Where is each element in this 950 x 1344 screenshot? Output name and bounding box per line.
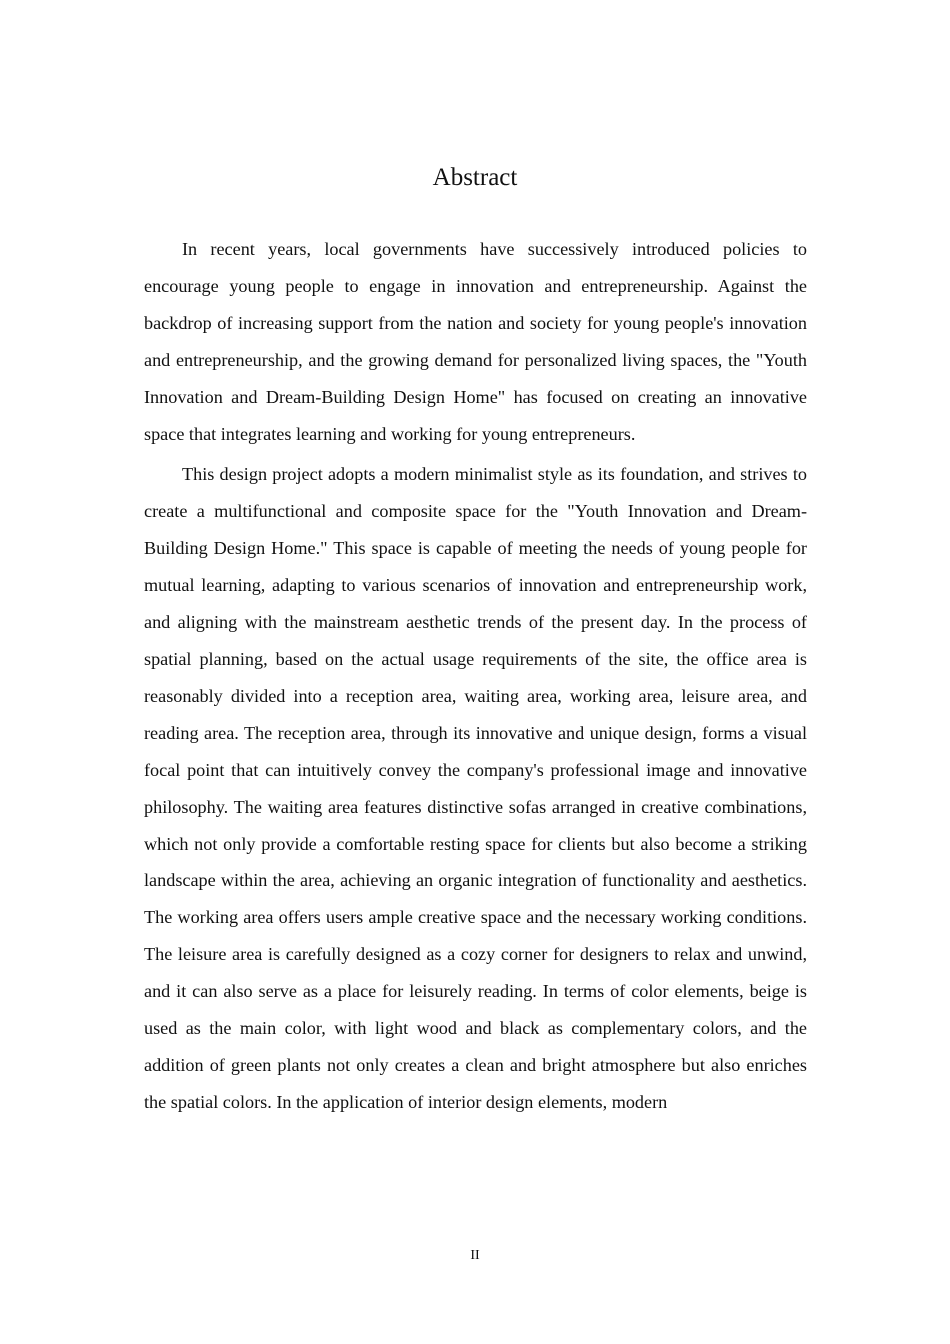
abstract-title: Abstract <box>432 164 518 191</box>
abstract-body <box>144 231 807 1121</box>
page-number: II <box>470 1248 480 1263</box>
abstract-paragraph-2: This design project adopts a modern minimalist style as its foundation, and strives to create a multifunctional and composite space for the "Youth Innovation and Dream-Building Design Home." This space is capable of meeting the needs of young people for mutual learning, adapting to various scenarios of innovation and entrepreneurship work, and aligning with the mainstream aesthetic trends of the present day. In the process of spatial planning, based on the actual usage requirements of the site, the office area is reasonably divided into a reception area, waiting area, working area, leisure area, and reading area. The reception area, through its innovative and unique design, forms a visual focal point that can intuitively convey the company's professional image and innovative philosophy. The waiting area features distinctive sofas arranged in creative combinations, which not only provide a comfortable resting space for clients but also become a striking landscape within the area, achieving an organic integration of functionality and aesthetics. The working area offers users ample creative space and the necessary working conditions. The leisure area is carefully designed as a cozy corner for designers to relax and unwind, and it can also serve as a place for leisurely reading. In terms of color elements, beige is used as the main color, with light wood and black as complementary colors, and the addition of green plants not only creates a clean and bright atmosphere but also enriches the spatial colors. In the application of interior design elements, modern <box>144 464 807 1112</box>
abstract-paragraph-1: In recent years, local governments have successively introduced policies to encourage young people to engage in innovation and entrepreneurship. Against the backdrop of increasing support from the nation and society for young people's innovation and entrepreneurship, and the growing demand for personalized living spaces, the "Youth Innovation and Dream-Building Design Home" has focused on creating an innovative space that integrates learning and working for young entrepreneurs. <box>144 239 807 444</box>
